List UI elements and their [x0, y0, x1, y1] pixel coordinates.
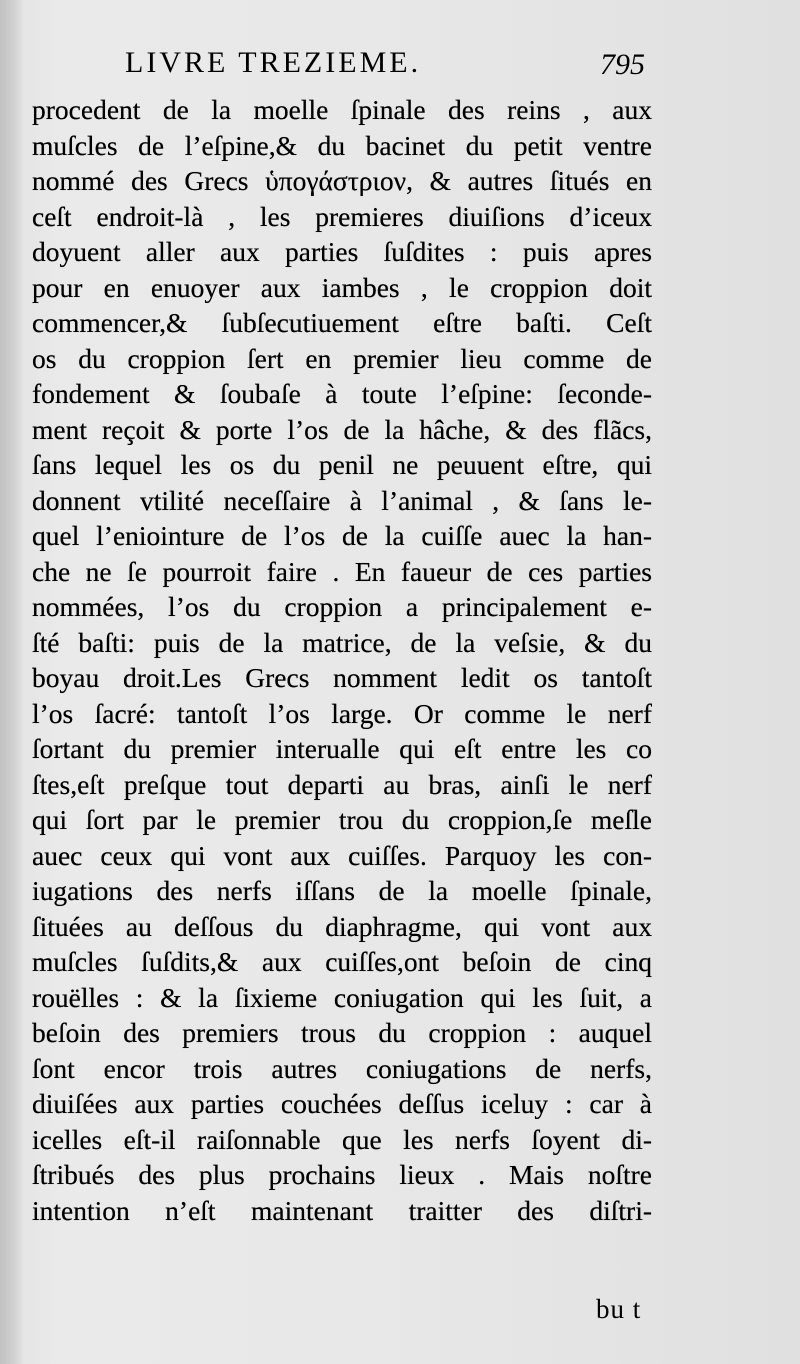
- text-line: nommées, l’os du croppion a principalement e-: [32, 591, 652, 622]
- text-line: ſortant du premier interualle qui eſt entre les co: [32, 733, 652, 764]
- page-header: [125, 46, 665, 82]
- text-line: ſté baſti: puis de la matrice, de la veſsie, & du: [32, 626, 652, 658]
- text-line: ſituées au deſſous du diaphragme, qui vont aux: [32, 910, 652, 942]
- text-line: os du croppion ſert en premier lieu comme de: [32, 342, 652, 374]
- text-line: ſtribués des plus prochains lieux . Mais noſtre: [32, 1159, 652, 1190]
- left-page-bleed-fragments: [0, 190, 22, 1090]
- text-line: doyuent aller aux parties ſuſdites : puis apres: [32, 236, 652, 267]
- text-line: ment reçoit & porte l’os de la hâche, & des flãcs,: [32, 413, 652, 445]
- text-line: nommé des Grecs ὑπογάστριον, & autres ſitués en: [32, 165, 652, 196]
- text-line: auec ceux qui vont aux cuiſſes. Parquoy les con-: [32, 839, 652, 871]
- text-line: beſoin des premiers trous du croppion : auquel: [32, 1017, 652, 1048]
- text-line: muſcles de l’eſpine,& du bacinet du petit ventre: [32, 129, 652, 161]
- text-line: qui ſort par le premier trou du croppion,ſe meſle: [32, 804, 652, 835]
- running-head: LIVRE TREZIEME.: [125, 46, 422, 79]
- text-line: icelles eſt-il raiſonnable que les nerfs ſoyent di-: [32, 1123, 652, 1155]
- text-line: procedent de la moelle ſpinale des reins , aux: [32, 94, 652, 125]
- catchword: bu t: [596, 1294, 642, 1324]
- text-line: ſont encor trois autres coniugations de nerfs,: [32, 1052, 652, 1084]
- text-line: muſcles ſuſdits,& aux cuiſſes,ont beſoin de cinq: [32, 946, 652, 977]
- text-line: diuiſées aux parties couchées deſſus iceluy : car à: [32, 1088, 652, 1119]
- text-line: commencer,& ſubſecutiuement eſtre baſti. Ceſt: [32, 307, 652, 338]
- text-line: quel l’eniointure de l’os de la cuiſſe auec la han-: [32, 520, 652, 551]
- right-margin-bleed-through: [660, 476, 800, 621]
- body-text: [32, 92, 652, 1228]
- page-number: 795: [600, 48, 645, 81]
- text-line: boyau droit.Les Grecs nomment ledit os tantoſt: [32, 662, 652, 693]
- text-line: l’os ſacré: tantoſt l’os large. Or comme le nerf: [32, 697, 652, 729]
- text-line: rouëlles : & la ſixieme coniugation qui les ſuit, a: [32, 981, 652, 1013]
- text-line: che ne ſe pourroit faire . En faueur de ces parties: [32, 555, 652, 587]
- text-line: fondement & ſoubaſe à toute l’eſpine: ſeconde-: [32, 378, 652, 409]
- text-line: pour en enuoyer aux iambes , le croppion doit: [32, 271, 652, 303]
- text-line: donnent vtilité neceſſaire à l’animal , & ſans le-: [32, 484, 652, 516]
- text-line: ſtes,eſt preſque tout departi au bras, ainſi le nerf: [32, 768, 652, 800]
- text-line: iugations des nerfs iſſans de la moelle ſpinale,: [32, 875, 652, 906]
- text-line: intention n’eſt maintenant traitter des diſtri-: [32, 1194, 652, 1226]
- text-line: ceſt endroit-là , les premieres diuiſions d’iceux: [32, 200, 652, 232]
- text-line: ſans lequel les os du penil ne peuuent eſtre, qui: [32, 449, 652, 480]
